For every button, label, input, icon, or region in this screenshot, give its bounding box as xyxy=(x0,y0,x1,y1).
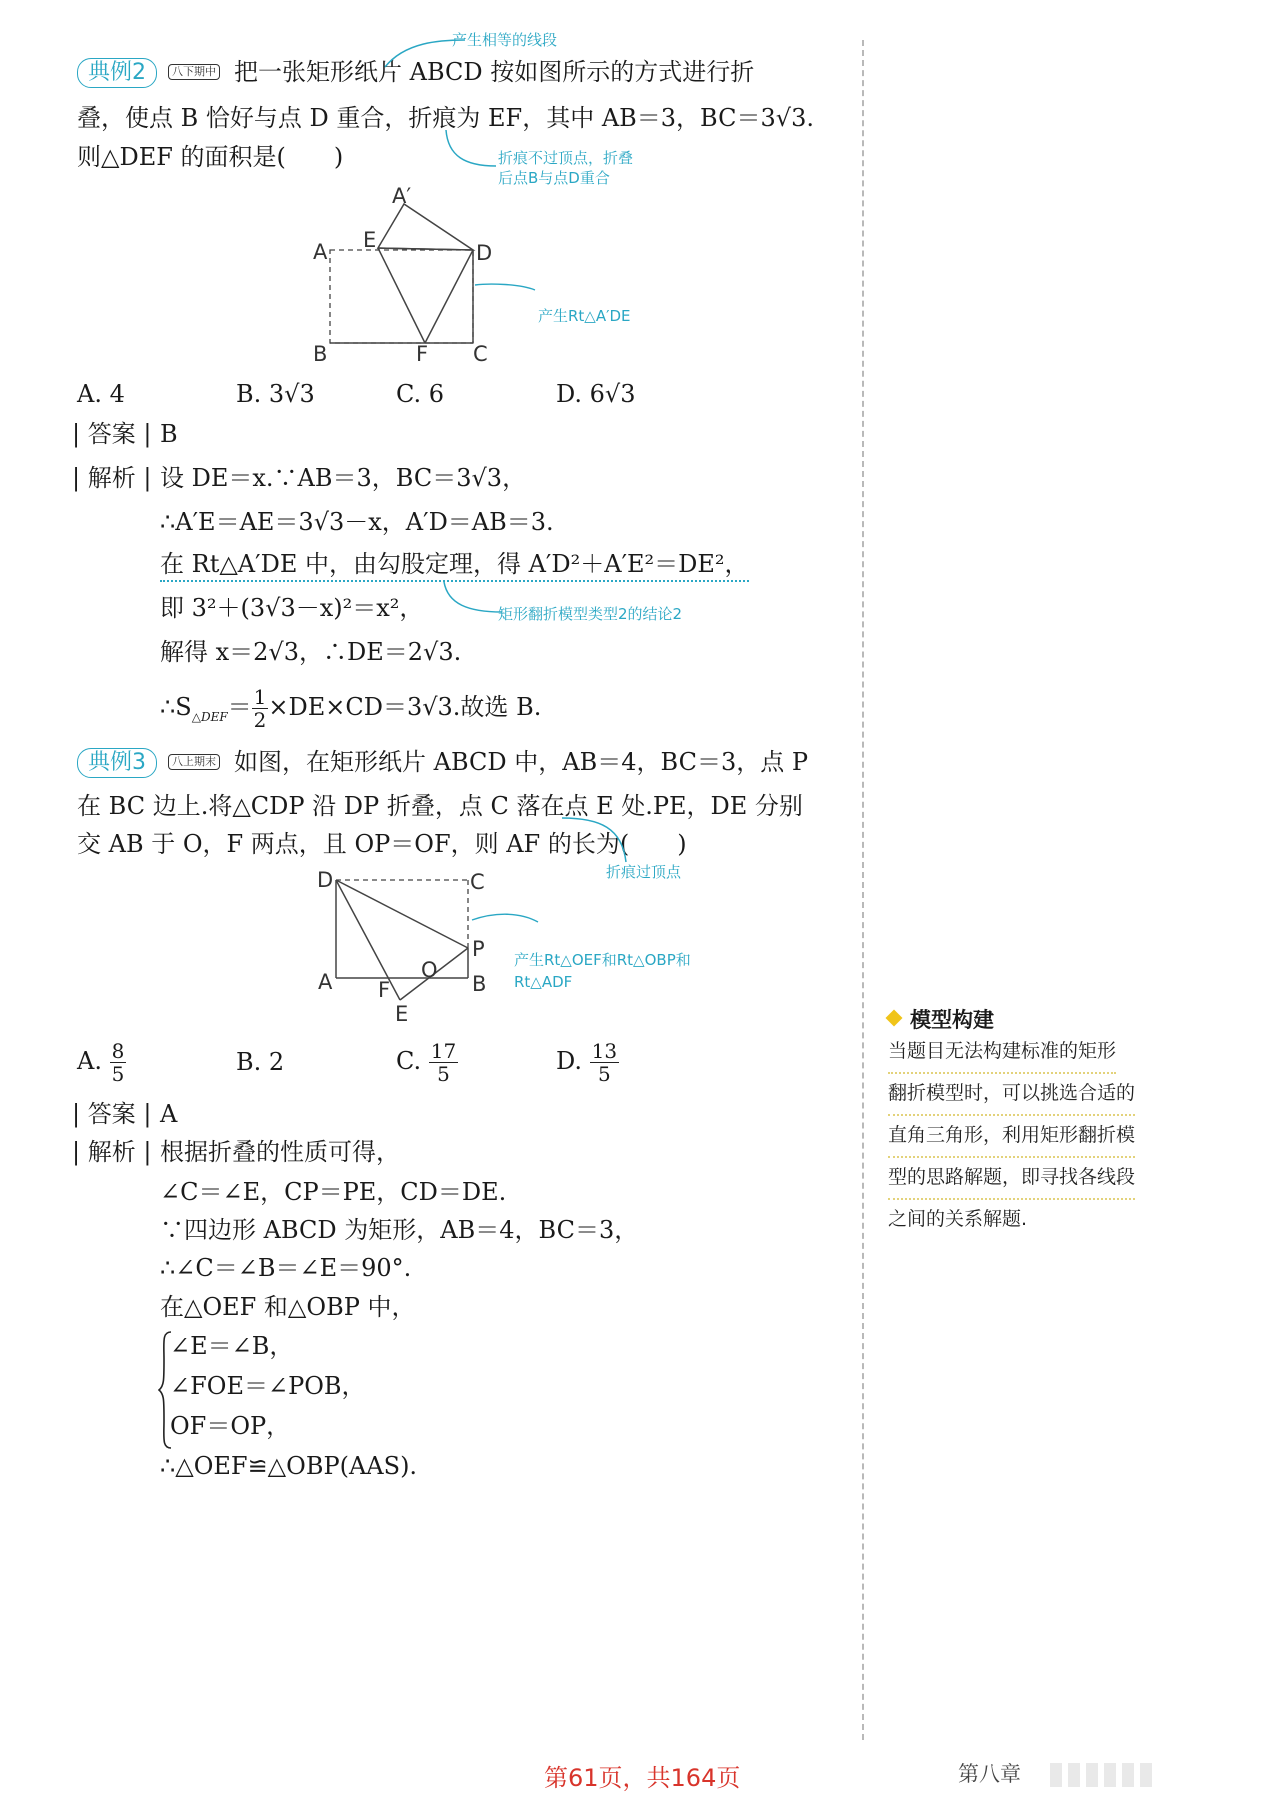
example3-source-badge: 八上期末 xyxy=(168,754,220,770)
example3-answer-label: | 答案 | xyxy=(72,1100,152,1128)
label-D: D xyxy=(476,241,493,265)
example3-option-d: D. $\frac{13}{5}$ xyxy=(556,1039,618,1086)
area-fraction: $\frac{1}{2}$ xyxy=(253,685,267,732)
footer-mark xyxy=(1050,1763,1062,1787)
example3-question-line1: 如图，在矩形纸片 ABCD 中，AB＝4，BC＝3，点 P xyxy=(234,748,809,776)
label-O3: O xyxy=(421,958,438,982)
sidebar-line2: 翻折模型时，可以挑选合适的 xyxy=(888,1072,1135,1116)
example2-area-formula xyxy=(160,686,541,733)
footer-mark xyxy=(1068,1763,1080,1787)
area-equals: ＝ xyxy=(227,693,252,721)
footer-mark xyxy=(1140,1763,1152,1787)
example3-conclusion: ∴△OEF≌△OBP(AAS). xyxy=(160,1452,418,1480)
example2-option-c: C. 6 xyxy=(396,380,445,408)
segment-FD xyxy=(425,250,473,343)
example3-analysis-label: | 解析 | xyxy=(72,1138,152,1166)
example3-analysis-line2: ∠C＝∠E，CP＝PE，CD＝DE. xyxy=(160,1178,507,1206)
footer-mark xyxy=(1122,1763,1134,1787)
segment-DE xyxy=(336,880,400,1000)
example2-figure xyxy=(300,180,680,380)
sidebar-line4: 型的思路解题，即寻找各线段 xyxy=(888,1156,1135,1200)
area-prefix: ∴S xyxy=(160,693,192,721)
example3-system-line1: ∠E＝∠B， xyxy=(170,1332,294,1360)
label-F: F xyxy=(416,342,429,366)
label-P3: P xyxy=(472,937,485,961)
sidebar-title: 模型构建 xyxy=(910,1008,994,1032)
area-suffix: ×DE×CD＝3√3.故选 B. xyxy=(268,693,542,721)
example2-source-badge: 八下期中 xyxy=(168,64,220,80)
example2-answer-value: B xyxy=(160,420,178,448)
footer-mark xyxy=(1104,1763,1116,1787)
example2-question-line3: 则△DEF 的面积是( ) xyxy=(77,143,344,171)
label-E: E xyxy=(363,228,377,252)
example3-figure xyxy=(300,860,680,1030)
example2-tag: 典例2 xyxy=(77,58,157,88)
label-B3: B xyxy=(472,972,487,996)
example2-question-line2: 叠，使点 B 恰好与点 D 重合，折痕为 EF，其中 AB＝3，BC＝3√3. xyxy=(77,104,814,132)
example2-option-d: D. 6√3 xyxy=(556,380,636,408)
label-D3: D xyxy=(317,868,334,892)
example3-question-line2: 在 BC 边上.将△CDP 沿 DP 折叠，点 C 落在点 E 处.PE，DE 分别 xyxy=(77,792,803,820)
example3-analysis-line4: ∴∠C＝∠B＝∠E＝90°. xyxy=(160,1254,412,1282)
example2-note-rt-triangle: 产生Rt△A′DE xyxy=(538,307,631,325)
label-C3: C xyxy=(470,870,485,894)
example2-analysis-line5: 解得 x＝2√3，∴DE＝2√3. xyxy=(160,638,462,666)
example3-analysis-line5: 在△OEF 和△OBP 中， xyxy=(160,1293,416,1321)
example2-option-a: A. 4 xyxy=(77,380,125,408)
example2-note-fold-1: 折痕不过顶点，折叠 xyxy=(498,149,634,167)
example2-note-equal-segments: 产生相等的线段 xyxy=(452,31,558,49)
example3-system-line3: OF＝OP， xyxy=(170,1412,291,1440)
example3-option-c: C. $\frac{17}{5}$ xyxy=(396,1039,457,1086)
label-A: A xyxy=(313,240,328,264)
area-subscript: △DEF xyxy=(191,709,228,724)
page-number: 第61页，共164页 xyxy=(544,1764,741,1792)
chapter-label: 第八章 xyxy=(958,1762,1021,1786)
example3-option-a: A. $\frac{8}{5}$ xyxy=(77,1039,125,1086)
example2-analysis-label: | 解析 | xyxy=(72,464,152,492)
example3-analysis-line3: ∵四边形 ABCD 为矩形，AB＝4，BC＝3， xyxy=(160,1216,639,1244)
example3-system-line2: ∠FOE＝∠POB， xyxy=(170,1372,366,1400)
sidebar-line5: 之间的关系解题. xyxy=(888,1208,1028,1230)
label-F3: F xyxy=(378,978,391,1002)
cube-icon xyxy=(886,1010,903,1027)
crease-DP xyxy=(336,880,468,948)
label-C: C xyxy=(473,342,488,366)
segment-ED xyxy=(378,248,473,250)
example2-analysis-line3: 在 Rt△A′DE 中，由勾股定理，得 A′D²＋A′E²＝DE²， xyxy=(160,548,749,582)
example3-analysis-line1: 根据折叠的性质可得， xyxy=(160,1138,400,1166)
example2-analysis-line1: 设 DE＝x.∵AB＝3，BC＝3√3， xyxy=(160,464,527,492)
example3-question-line3: 交 AB 于 O，F 两点，且 OP＝OF，则 AF 的长为( ) xyxy=(77,830,687,858)
example3-option-b: B. 2 xyxy=(236,1048,285,1076)
label-A3: A xyxy=(318,970,333,994)
example3-answer-value: A xyxy=(160,1100,178,1128)
folded-triangle xyxy=(378,204,473,250)
example2-analysis-line4: 即 3²＋(3√3－x)²＝x²， xyxy=(160,594,424,622)
example2-analysis-line2: ∴A′E＝AE＝3√3－x，A′D＝AB＝3. xyxy=(160,508,554,536)
sidebar-line1: 当题目无法构建标准的矩形 xyxy=(888,1030,1116,1074)
label-E3: E xyxy=(395,1002,409,1026)
example2-note-fold-2: 后点B与点D重合 xyxy=(498,169,610,187)
example2-option-b: B. 3√3 xyxy=(236,380,315,408)
crease-EF xyxy=(378,248,425,343)
example3-tag: 典例3 xyxy=(77,748,157,778)
footer-mark xyxy=(1086,1763,1098,1787)
example3-note-fold-vertex: 折痕过顶点 xyxy=(606,863,682,881)
sidebar-line3: 直角三角形，利用矩形翻折模 xyxy=(888,1114,1135,1158)
column-divider xyxy=(862,40,864,1740)
example2-answer-label: | 答案 | xyxy=(72,420,152,448)
example3-note-rt-2: Rt△ADF xyxy=(514,973,573,991)
label-A-prime: A′ xyxy=(392,184,412,208)
example2-note-conclusion: 矩形翻折模型类型2的结论2 xyxy=(498,605,683,623)
example3-note-rt-1: 产生Rt△OEF和Rt△OBP和 xyxy=(514,951,691,969)
example2-question-line1: 把一张矩形纸片 ABCD 按如图所示的方式进行折 xyxy=(234,58,755,86)
annotation-curve-fold xyxy=(440,126,500,186)
label-B: B xyxy=(313,342,328,366)
